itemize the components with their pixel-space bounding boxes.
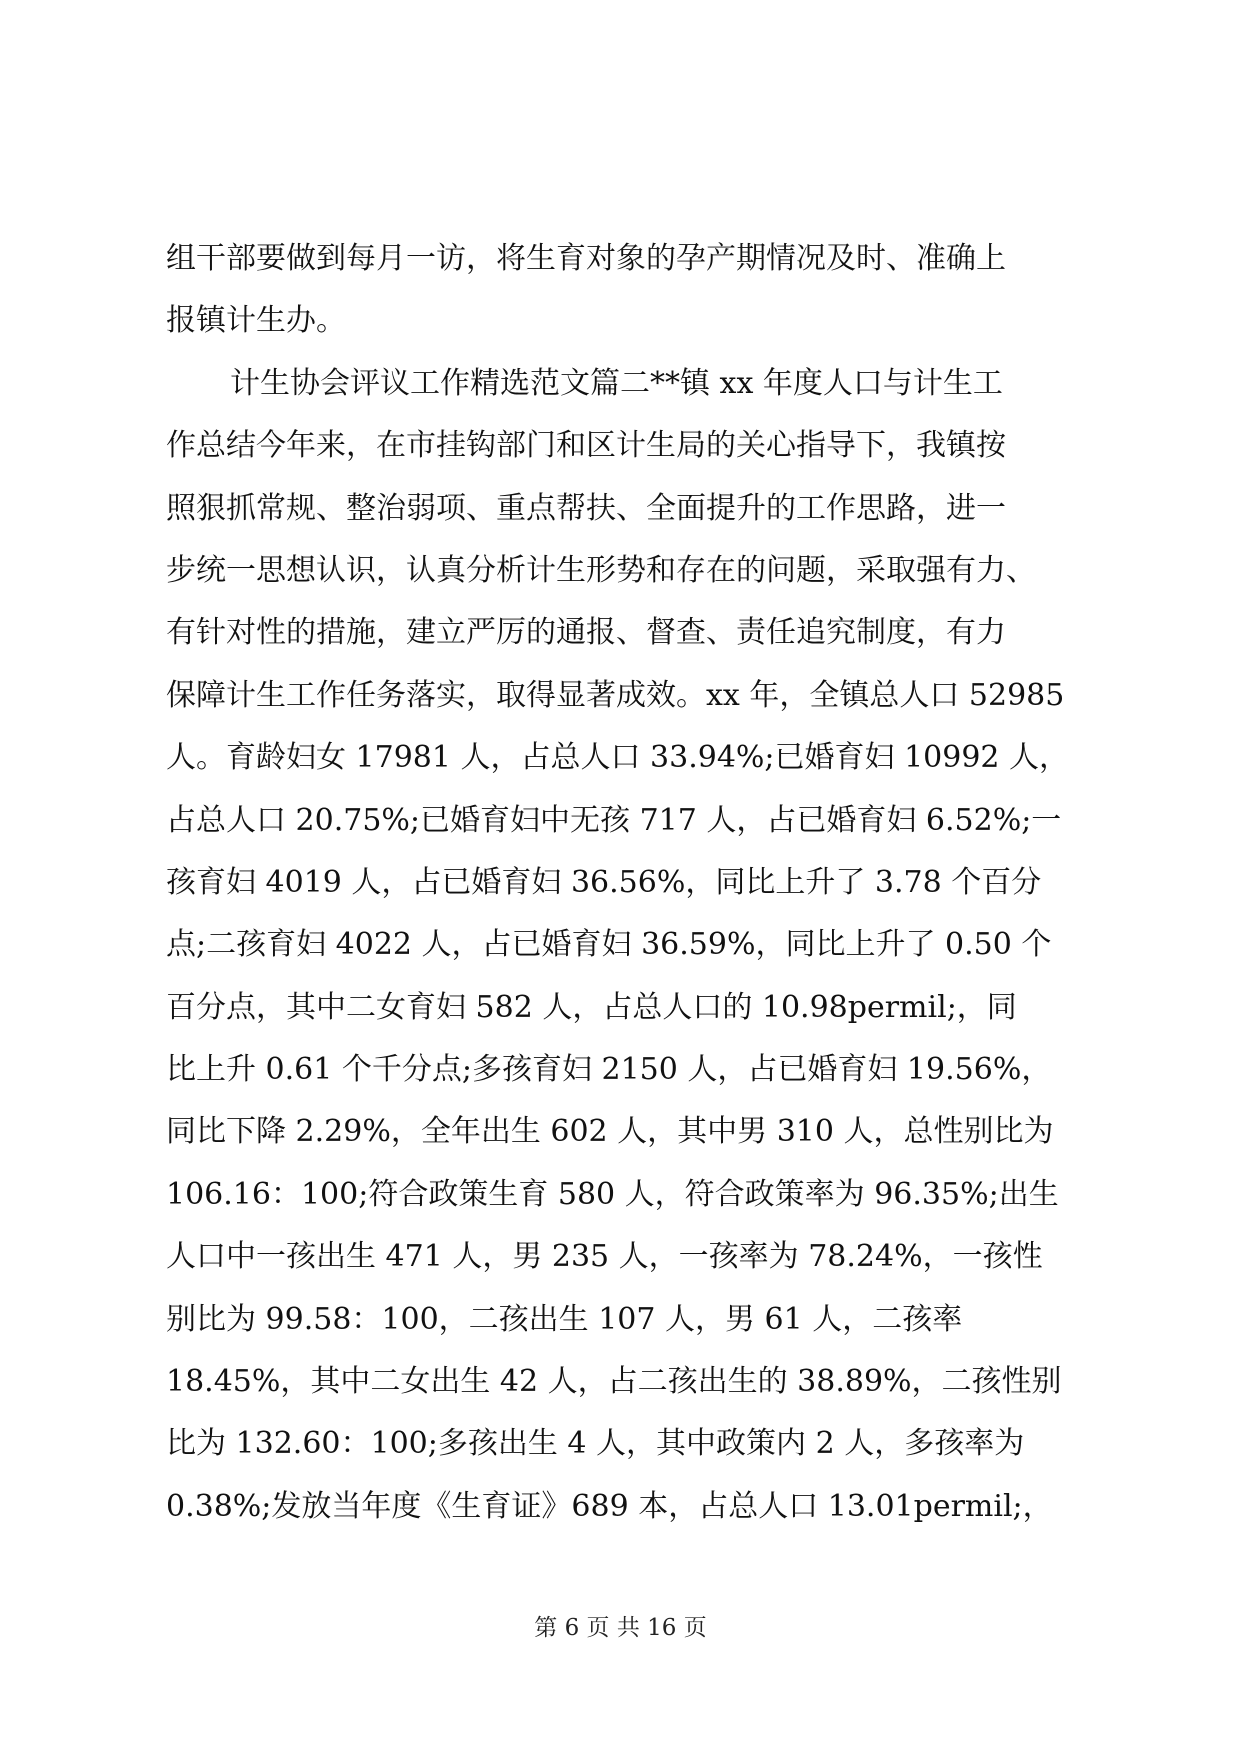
text-line: 作总结今年来，在市挂钩部门和区计生局的关心指导下，我镇按 [166, 428, 1006, 464]
text-line: 步统一思想认识，认真分析计生形势和存在的问题，采取强有力、 [166, 552, 1036, 588]
text-line: 照狠抓常规、整治弱项、重点帮扶、全面提升的工作思路，进一 [166, 490, 1006, 526]
text-line: 人。育龄妇女 17981 人，占总人口 33.94%;已婚育妇 10992 人， [166, 740, 1070, 776]
text-line: 组干部要做到每月一访，将生育对象的孕产期情况及时、准确上 [166, 241, 1006, 276]
text-line: 有针对性的措施，建立严厉的通报、督查、责任追究制度，有力 [166, 615, 1006, 651]
text-line: 占总人口 20.75%;已婚育妇中无孩 717 人，占已婚育妇 6.52%;一 [166, 802, 1062, 838]
text-line: 同比下降 2.29%，全年出生 602 人，其中男 310 人，总性别比为 [166, 1114, 1054, 1150]
paragraph-start-line: 计生协会评议工作精选范文篇二**镇 xx 年度人口与计生工 [230, 365, 1003, 401]
text-line: 孩育妇 4019 人，占已婚育妇 36.56%，同比上升了 3.78 个百分 [166, 864, 1042, 900]
text-line: 人口中一孩出生 471 人，男 235 人，一孩率为 78.24%，一孩性 [166, 1239, 1043, 1275]
text-line: 保障计生工作任务落实，取得显著成效。xx 年，全镇总人口 52985 [166, 677, 1065, 713]
text-line: 比为 132.60：100;多孩出生 4 人，其中政策内 2 人，多孩率为 [166, 1426, 1025, 1462]
text-line: 18.45%，其中二女出生 42 人，占二孩出生的 38.89%，二孩性别 [166, 1364, 1062, 1400]
text-line: 点;二孩育妇 4022 人，占已婚育妇 36.59%，同比上升了 0.50 个 [166, 927, 1052, 963]
text-line: 百分点，其中二女育妇 582 人，占总人口的 10.98permil;，同 [166, 989, 1017, 1025]
page-indicator: 第 6 页 共 16 页 [534, 1615, 707, 1641]
body-text [166, 228, 1096, 1538]
text-line: 别比为 99.58：100，二孩出生 107 人，男 61 人，二孩率 [166, 1301, 963, 1337]
text-line: 106.16：100;符合政策生育 580 人，符合政策率为 96.35%;出生 [166, 1176, 1059, 1212]
text-line: 0.38%;发放当年度《生育证》689 本，占总人口 13.01permil;， [166, 1488, 1053, 1524]
text-line: 比上升 0.61 个千分点;多孩育妇 2150 人，占已婚育妇 19.56%， [166, 1052, 1052, 1088]
text-line: 报镇计生办。 [166, 303, 346, 339]
page-footer [0, 1612, 1241, 1644]
